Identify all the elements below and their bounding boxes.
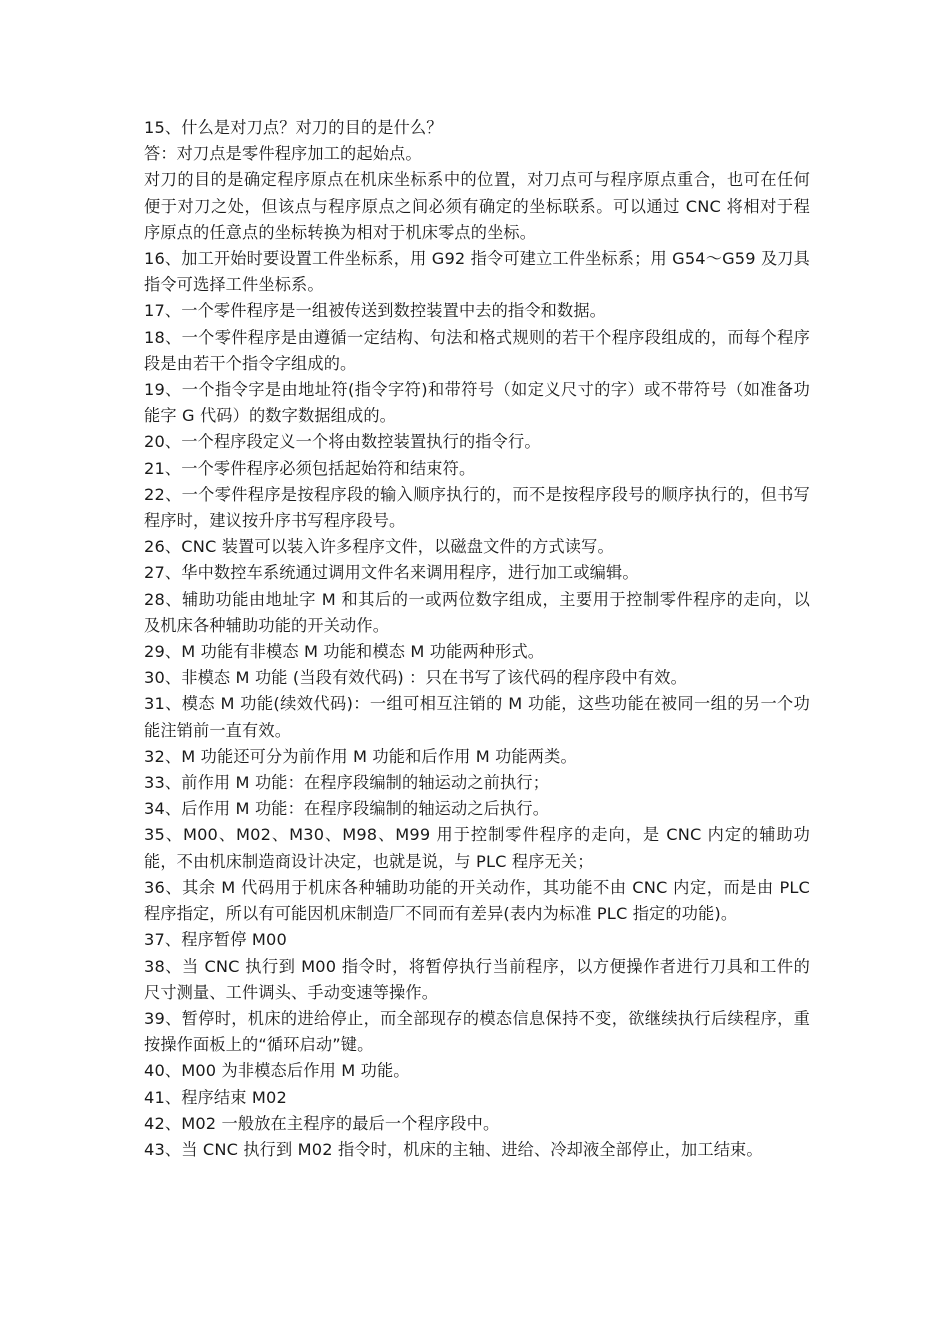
paragraph-q15: 15、什么是对刀点？对刀的目的是什么？ bbox=[144, 118, 443, 137]
document-body bbox=[144, 115, 810, 1163]
paragraph-35: 35、M00、M02、M30、M98、M99 用于控制零件程序的走向，是 CNC 内定的辅助功能，不由机床制造商设计决定，也就是说，与 PLC 程序无关； bbox=[144, 825, 810, 871]
paragraph-26: 26、CNC 装置可以装入许多程序文件，以磁盘文件的方式读写。 bbox=[144, 537, 614, 557]
paragraph-tool-setting-purpose: 对刀的目的是确定程序原点在机床坐标系中的位置，对刀点可与程序原点重合，也可在任何便于对刀之处，但该点与程序原点之间必须有确定的坐标联系。可以通过 CNC 将相对于程序原点的任意点的坐标转换为相对于机床零点的坐标。 bbox=[144, 170, 810, 242]
paragraph-42: 42、M02 一般放在主程序的最后一个程序段中。 bbox=[144, 1113, 500, 1133]
paragraph-16: 16、加工开始时要设置工件坐标系，用 G92 指令可建立工件坐标系；用 G54～G59 及刀具指令可选择工件坐标系。 bbox=[144, 249, 810, 295]
paragraph-22: 22、一个零件程序是按程序段的输入顺序执行的，而不是按程序段号的顺序执行的，但书写程序时，建议按升序书写程序段号。 bbox=[144, 484, 810, 531]
paragraph-27: 27、华中数控车系统通过调用文件名来调用程序，进行加工或编辑。 bbox=[144, 563, 639, 583]
paragraph-39: 39、暂停时，机床的进给停止，而全部现存的模态信息保持不变，欲继续执行后续程序，重按操作面板上的“循环启动”键。 bbox=[144, 1008, 810, 1055]
paragraph-28: 28、辅助功能由地址字 M 和其后的一或两位数字组成，主要用于控制零件程序的走向，以及机床各种辅助功能的开关动作。 bbox=[144, 589, 810, 635]
paragraph-17: 17、一个零件程序是一组被传送到数控装置中去的指令和数据。 bbox=[144, 301, 607, 321]
paragraph-32: 32、M 功能还可分为前作用 M 功能和后作用 M 功能两类。 bbox=[144, 746, 577, 766]
paragraph-38: 38、当 CNC 执行到 M00 指令时，将暂停执行当前程序，以方便操作者进行刀具和工件的尺寸测量、工件调头、手动变速等操作。 bbox=[144, 956, 810, 1002]
paragraph-18: 18、一个零件程序是由遵循一定结构、句法和格式规则的若干个程序段组成的，而每个程序段是由若干个指令字组成的。 bbox=[144, 327, 810, 373]
paragraph-40: 40、M00 为非模态后作用 M 功能。 bbox=[144, 1061, 410, 1081]
paragraph-36: 36、其余 M 代码用于机床各种辅助功能的开关动作，其功能不由 CNC 内定，而是由 PLC 程序指定，所以有可能因机床制造厂不同而有差异(表内为标准 PLC 指定的功能)。 bbox=[144, 877, 810, 924]
paragraph-34: 34、后作用 M 功能：在程序段编制的轴运动之后执行。 bbox=[144, 799, 550, 819]
paragraph-43: 43、当 CNC 执行到 M02 指令时，机床的主轴、进给、冷却液全部停止，加工结束。 bbox=[144, 1139, 763, 1159]
paragraph-21: 21、一个零件程序必须包括起始符和结束符。 bbox=[144, 458, 476, 478]
paragraph-31: 31、模态 M 功能(续效代码)：一组可相互注销的 M 功能，这些功能在被同一组的另一个功能注销前一直有效。 bbox=[144, 694, 810, 740]
paragraph-41: 41、程序结束 M02 bbox=[144, 1087, 287, 1107]
paragraph-answer-15: 答：对刀点是零件程序加工的起始点。 bbox=[144, 144, 422, 164]
paragraph-37: 37、程序暂停 M00 bbox=[144, 930, 287, 950]
paragraph-29: 29、M 功能有非模态 M 功能和模态 M 功能两种形式。 bbox=[144, 642, 545, 662]
paragraph-30: 30、非模态 M 功能 (当段有效代码) ：只在书写了该代码的程序段中有效。 bbox=[144, 668, 687, 688]
paragraph-20: 20、一个程序段定义一个将由数控装置执行的指令行。 bbox=[144, 432, 541, 452]
paragraph-19: 19、一个指令字是由地址符(指令字符)和带符号（如定义尺寸的字）或不带符号（如准备功能字 G 代码）的数字数据组成的。 bbox=[144, 380, 810, 426]
paragraph-33: 33、前作用 M 功能：在程序段编制的轴运动之前执行； bbox=[144, 773, 550, 793]
